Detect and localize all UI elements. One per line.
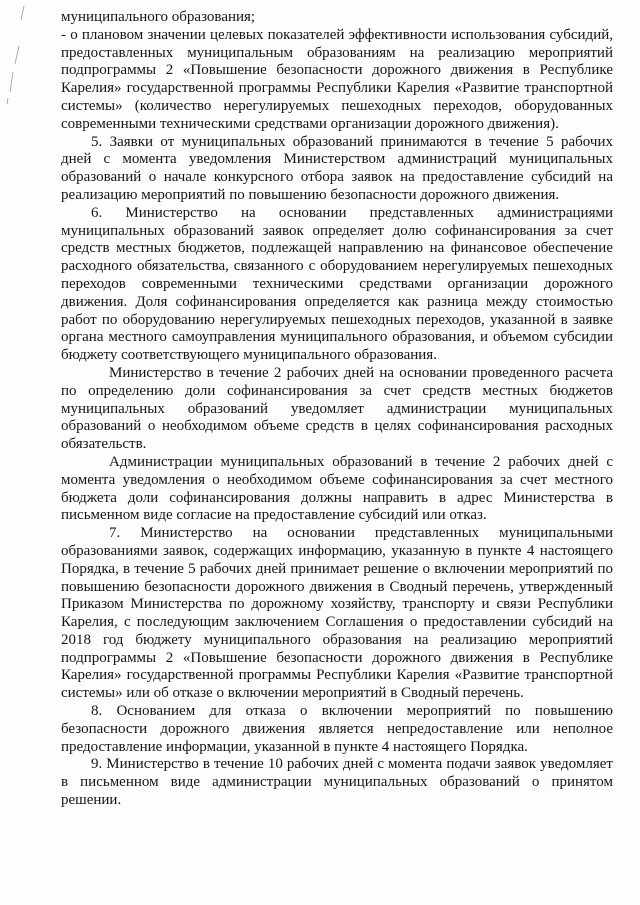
paragraph-continuation: муниципального образования; [61,9,256,25]
paragraph-target-indicators: - о плановом значении целевых показателей эффективности использования субсидий, предоставленных муниципальным образованиям на реализацию мероприятий подпрограммы 2 «Повышение безопасности дорожного движения в Республике Карелия» государственной программы Республики Карелия «Развитие транспортной системы» (количество нерегулируемых пешеходных переходов, оборудованных современными техническими средствами организации дорожного движения). [61,26,613,132]
paragraph-administration-consent: Администрации муниципальных образований в течение 2 рабочих дней с момента уведомления о необходимом объеме софинансирования за счет местного бюджета доли софинансирования должны направить в адрес Министерства в письменном виде согласие на предоставление субсидий или отказ. [61,453,613,524]
paragraph-item-8: 8. Основанием для отказа о включении мероприятий по повышению безопасности дорожного движения является непредоставление или неполное предоставление информации, указанной в пункте 4 настоящего Порядка. [61,703,613,755]
paragraph-item-7: 7. Министерство на основании представленных муниципальными образованиями заявок, содержащих информацию, указанную в пункте 4 настоящего Порядка, в течение 5 рабочих дней принимает решение о включении мероприятий по повышению безопасности дорожного движения в Сводный перечень, утвержденный Приказом Министерства по дорожному хозяйству, транспорту и связи Республики Карелия, с последующим заключением Соглашения о предоставлении субсидий на 2018 год бюджету муниципального образования на реализацию мероприятий подпрограммы 2 «Повышение безопасности дорожного движения в Республике Карелия» государственной программы Республики Карелия «Развитие транспортной системы» или об отказе о включении мероприятий в Сводный перечень. [61,525,613,702]
paragraph-item-5: 5. Заявки от муниципальных образований принимаются в течение 5 рабочих дней с момента уведомления Министерством администраций муниципальных образований о начале конкурсного отбора заявок на предоставление субсидий на реализацию мероприятий по повышению безопасности дорожного движения. [61,133,613,203]
paragraph-item-9: 9. Министерство в течение 10 рабочих дней с момента подачи заявок уведомляет в письменном виде администрации муниципальных образований о принятом решении. [61,756,613,809]
document-body [61,9,613,810]
paragraph-item-6: 6. Министерство на основании представленных администрациями муниципальных образований заявок определяет долю софинансирования за счет средств местных бюджетов, подлежащей направлению на финансовое обеспечение расходного обязательства, связанного с оборудованием нерегулируемых пешеходных переходов современными техническими средствами организации дорожного движения. Доля софинансирования определяется как разница между стоимостью работ по оборудованию нерегулируемых пешеходных переходов, указанной в заявке органа местного самоуправления муниципального образования, и объемом субсидии бюджету соответствующего муниципального образования. [61,204,613,364]
paragraph-ministry-notification: Министерство в течение 2 рабочих дней на основании проведенного расчета по определению доли софинансирования за счет средств местных бюджетов муниципальных образований уведомляет администрации муниципальных образований о необходимом объеме средств в целях софинансирования расходных обязательств. [61,364,613,453]
margin-pencil-marks [0,0,40,120]
